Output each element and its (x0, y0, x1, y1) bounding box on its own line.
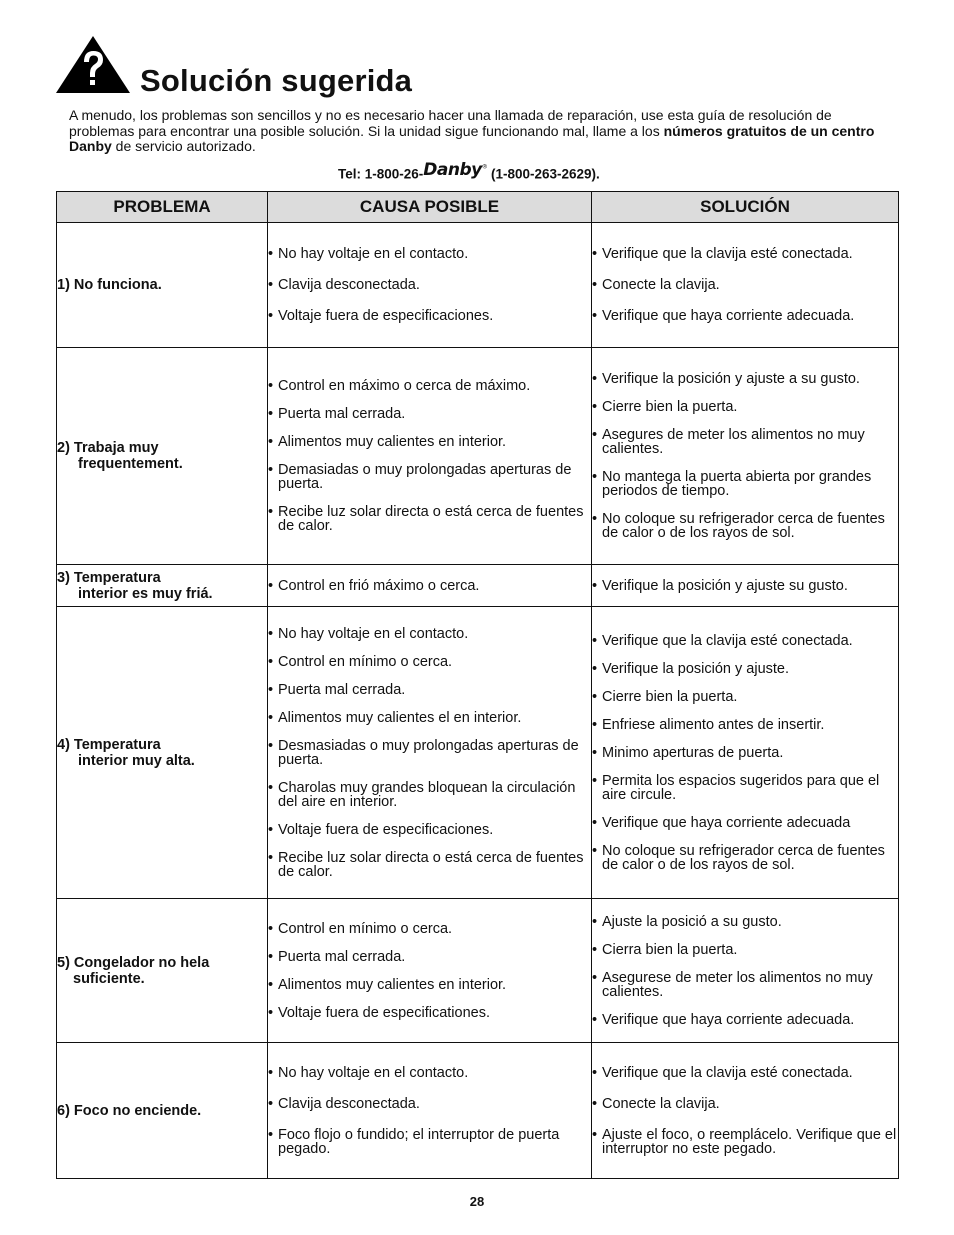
solution-item: • Asegurese de meter los alimentos no muy calientes. (592, 971, 898, 999)
solution-cell (592, 1043, 899, 1179)
cause-item: • Clavija desconectada. (268, 1097, 591, 1111)
solution-item: • Cierre bien la puerta. (592, 400, 898, 414)
solution-item: • Asegures de meter los alimentos no muy calientes. (592, 428, 898, 456)
page-header (55, 34, 915, 102)
header-causa-posible: CAUSA POSIBLE (268, 192, 592, 223)
header-solucion: SOLUCIÓN (592, 192, 899, 223)
cause-cell (268, 348, 592, 565)
solution-item: • Verifique que la clavija esté conectada. (592, 1066, 898, 1080)
table-header-row (57, 192, 899, 223)
phone-number: (1-800-263-2629). (487, 166, 600, 182)
cause-item: • Control en frió máximo o cerca. (268, 579, 591, 593)
solution-item: • No mantega la puerta abierta por grandes periodos de tiempo. (592, 470, 898, 498)
cause-cell (268, 1043, 592, 1179)
solution-cell (592, 899, 899, 1043)
solution-item: • Minimo aperturas de puerta. (592, 746, 898, 760)
solution-item: • Enfriese alimento antes de insertir. (592, 718, 898, 732)
solution-item: • Verifique la posición y ajuste su gusto. (592, 579, 898, 593)
solution-item: • Verifique la posición y ajuste. (592, 662, 898, 676)
cause-cell (268, 607, 592, 899)
solution-item: • Verifique que haya corriente adecuada (592, 816, 898, 830)
problem-cell: 2) Trabaja muy frequentement. (57, 348, 268, 565)
solution-item: • Conecte la clavija. (592, 278, 898, 292)
header-problema: PROBLEMA (57, 192, 268, 223)
cause-item: • Voltaje fuera de especificaciones. (268, 309, 591, 323)
intro-paragraph: A menudo, los problemas son sencillos y no es necesario hacer una llamada de reparación, use esta guía de resolución de problemas para encontrar una posible solución. Si la unidad sigue funcionando mal, llame a los números gratuitos de un centro Danby de servicio autorizado. (69, 107, 875, 155)
solution-item: • Ajuste el foco, o reemplácelo. Verifique que el interruptor no este pegado. (592, 1128, 898, 1156)
problem-cell: 6) Foco no enciende. (57, 1043, 268, 1179)
cause-item: • Control en mínimo o cerca. (268, 655, 591, 669)
cause-item: • Desmasiadas o muy prolongadas aperturas de puerta. (268, 739, 591, 767)
question-warning-icon (55, 34, 131, 94)
cause-cell (268, 899, 592, 1043)
table-row (57, 607, 899, 899)
table-row (57, 1043, 899, 1179)
solution-cell (592, 565, 899, 607)
cause-cell (268, 223, 592, 348)
cause-item: • No hay voltaje en el contacto. (268, 247, 591, 261)
phone-prefix: Tel: 1-800-26- (338, 166, 424, 182)
cause-item: • Recibe luz solar directa o está cerca de fuentes de calor. (268, 851, 591, 879)
solution-item: • Conecte la clavija. (592, 1097, 898, 1111)
solution-item: • No coloque su refrigerador cerca de fuentes de calor o de los rayos de sol. (592, 844, 898, 872)
cause-item: • Demasiadas o muy prolongadas aperturas de puerta. (268, 463, 591, 491)
cause-item: • Puerta mal cerrada. (268, 407, 591, 421)
cause-item: • Foco flojo o fundido; el interruptor de puerta pegado. (268, 1128, 591, 1156)
cause-item: • Recibe luz solar directa o está cerca de fuentes de calor. (268, 505, 591, 533)
cause-item: • No hay voltaje en el contacto. (268, 627, 591, 641)
phone-line (338, 160, 600, 188)
solution-item: • Verifique que haya corriente adecuada. (592, 1013, 898, 1027)
table-row (57, 565, 899, 607)
cause-item: • Puerta mal cerrada. (268, 683, 591, 697)
cause-item: • Voltaje fuera de especificationes. (268, 1006, 591, 1020)
solution-item: • Cierre bien la puerta. (592, 690, 898, 704)
solution-cell (592, 348, 899, 565)
cause-item: • Puerta mal cerrada. (268, 950, 591, 964)
cause-item: • Control en mínimo o cerca. (268, 922, 591, 936)
solution-item: • Permita los espacios sugeridos para que el aire circule. (592, 774, 898, 802)
page-title: Solución sugerida (140, 63, 413, 98)
cause-item: • Voltaje fuera de especificaciones. (268, 823, 591, 837)
troubleshooting-table (56, 191, 899, 1179)
problem-cell: 5) Congelador no hela suficiente. (57, 899, 268, 1043)
solution-item: • Ajuste la posició a su gusto. (592, 915, 898, 929)
solution-item: • Verifique que haya corriente adecuada. (592, 309, 898, 323)
danby-brand-logo: Danby® (423, 160, 488, 180)
solution-item: • Cierra bien la puerta. (592, 943, 898, 957)
problem-cell: 4) Temperatura interior muy alta. (57, 607, 268, 899)
table-row (57, 348, 899, 565)
solution-cell (592, 607, 899, 899)
cause-item: • Clavija desconectada. (268, 278, 591, 292)
cause-item: • No hay voltaje en el contacto. (268, 1066, 591, 1080)
cause-item: • Alimentos muy calientes el en interior. (268, 711, 591, 725)
solution-item: • Verifique la posición y ajuste a su gusto. (592, 372, 898, 386)
cause-cell (268, 565, 592, 607)
problem-cell: 3) Temperatura interior es muy friá. (57, 565, 268, 607)
cause-item: • Alimentos muy calientes en interior. (268, 978, 591, 992)
solution-cell (592, 223, 899, 348)
cause-item: • Control en máximo o cerca de máximo. (268, 379, 591, 393)
solution-item: • No coloque su refrigerador cerca de fuentes de calor o de los rayos de sol. (592, 512, 898, 540)
page-number: 28 (469, 1194, 485, 1209)
solution-item: • Verifique que la clavija esté conectada. (592, 634, 898, 648)
cause-item: • Charolas muy grandes bloquean la circulación del aire en interior. (268, 781, 591, 809)
table-row (57, 899, 899, 1043)
solution-item: • Verifique que la clavija esté conectada. (592, 247, 898, 261)
problem-cell: 1) No funciona. (57, 223, 268, 348)
table-row (57, 223, 899, 348)
cause-item: • Alimentos muy calientes en interior. (268, 435, 591, 449)
